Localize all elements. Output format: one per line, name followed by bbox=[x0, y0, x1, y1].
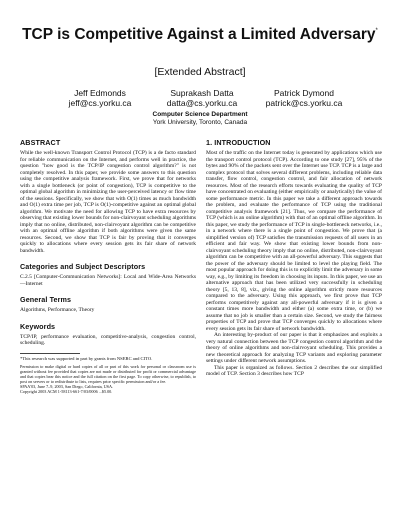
author-email: patrick@cs.yorku.ca bbox=[265, 98, 343, 108]
categories-heading: Categories and Subject Descriptors bbox=[20, 262, 146, 271]
introduction-heading: 1. INTRODUCTION bbox=[206, 138, 271, 147]
footnote-divider bbox=[20, 353, 80, 354]
permission-notice: Permission to make digital or hard copies of all or part of this work for personal or classroom use is granted without fee provided that copies are not made or distributed for profit or commercial advantage and that copies bear this notice and the full citation on the first page. To copy otherwise, to republish, to post on servers or to redistribute to lists, requires prior specific permission and/or a fee. bbox=[20, 363, 196, 384]
author-email: jeff@cs.yorku.ca bbox=[68, 98, 132, 108]
right-column bbox=[206, 138, 382, 378]
general-terms-text: Algorithms, Performance, Theory bbox=[20, 307, 95, 313]
keywords-heading: Keywords bbox=[20, 321, 56, 331]
abstract-heading: ABSTRACT bbox=[20, 138, 61, 147]
intro-paragraph: An interesting by-product of our paper is that it emphasizes and exploits a very natural connection between the TCP congestion control algorithm and the theory of online algorithms and non-clairvoyant scheduling. This provides a new theoretical approach for analyzing TCP variants and exploring parameter settings under different network assumptions. bbox=[206, 332, 382, 364]
left-column bbox=[20, 138, 196, 394]
funding-footnote: *This research was supported in part by grants from NSERC and CITO. bbox=[20, 355, 153, 361]
title-footnote-mark: * bbox=[375, 28, 378, 34]
intro-paragraph: Most of the traffic on the Internet today is generated by applications which use the transport control protocol (TCP). According to one study [27], 95% of the bytes and 90% of the packets sent over the Internet use TCP. TCP is a large and complex protocol that solves several different problems, including reliable data transfer, flow control, congestion control, and fair allocation of network resources. Most of the research efforts towards evaluating the quality of TCP have concentrated on evaluating (either empirically or analytically) the value of some performance metric. In this paper we take a different approach towards the problem, and evaluate the performance of TCP using the traditional competitive analysis framework [21]. Thus, we compare the performance of TCP (which is an online algorithm) with that of an optimal offline algorithm. In this paper, we study the performance of TCP in single-bottleneck networks, i.e., in a network where there is a single point of congestion. We prove that (a simplified version of) TCP satisfies the transmission requests of all users in an efficient and fair way. We show that existing lower bounds from non-clairvoyant scheduling theory imply that no online, distributed, non-clairvoyant algorithm can be competitive with an all-powerful adversary. This suggests that the power of the adversary should be limited to level the playing field. The most popular approach for doing this is to explicitly limit the adversary in some way, e.g., by limiting its freedom in choosing its inputs. In this paper, we use an alternative approach that has been utilized very successfully in scheduling theory [5, 13, 8], viz., giving the online algorithm strictly more resources compared to the adversary. Using this approach, we first prove that TCP performs competitively against any all-powerful adversary if it is given a constant times more bandwidth and either (a) some extra time, or (b) we assume that no job is smaller than a certain size. Second, we study the fairness properties of TCP and prove that TCP converges quickly to allocations where every session gets its fair share of network bandwidth. bbox=[206, 150, 382, 332]
intro-paragraph: This paper is organized as follows. Section 2 describes the our simplified model of TCP. Section 3 describes how TCP bbox=[206, 364, 382, 377]
keywords-text: TCP/IP, performance evaluation, competitive-analysis, congestion control, scheduling. bbox=[20, 333, 196, 346]
copyright-line: Copyright 2003 ACM 1-58113-661-7/03/0006 ...$5.00. bbox=[20, 388, 113, 394]
venue-line: SPAA'03, June 7–9, 2003, San Diego, California, USA. bbox=[20, 383, 114, 389]
affiliation-department: Computer Science Department bbox=[152, 111, 248, 118]
affiliation bbox=[0, 111, 400, 126]
author-name: Suprakash Datta bbox=[170, 88, 234, 98]
author-block bbox=[244, 88, 364, 108]
paper-title-text: TCP is Competitive Against a Limited Adversary bbox=[22, 26, 376, 43]
author-email: datta@cs.yorku.ca bbox=[166, 98, 238, 108]
author-name: Jeff Edmonds bbox=[74, 88, 126, 98]
affiliation-university: York University, Toronto, Canada bbox=[152, 118, 248, 126]
paper-subtitle: [Extended Abstract] bbox=[154, 66, 246, 78]
categories-text: C.2.5 [Computer-Communication Networks]: Local and Wide-Area Networks—Internet bbox=[20, 274, 196, 287]
author-name: Patrick Dymond bbox=[274, 88, 334, 98]
abstract-text: While the well-known Transport Control Protocol (TCP) is a de facto standard for reliable communication on the Internet, and performs well in practice, the question "how good is the TCP/IP congestion control algorithm?" is not completely resolved. In this paper, we provide some answers to this question using the competitive analysis framework. First, we prove that for networks with a single bottleneck (or point of congestion), TCP is competitive to the optimal global algorithm in minimizing the user-perceived latency or flow time of the sessions. Specifically, we show that with O(1) times as much bandwidth and O(1) extra time per job, TCP is O(1)-competitive against an optimal global algorithm. We motivate the need for allowing TCP to have extra resources by observing that existing lower bounds for non-clairvoyant scheduling algorithms imply that no online, distributed, non-clairvoyant algorithm can be competitive with an optimal offline algorithm if both algorithms were given the same resources. Second, we show that TCP is fair by proving that it converges quickly to allocations where every session gets its fair share of network bandwidth. bbox=[20, 150, 196, 254]
paper-title bbox=[0, 26, 400, 44]
general-terms-heading: General Terms bbox=[20, 295, 72, 304]
